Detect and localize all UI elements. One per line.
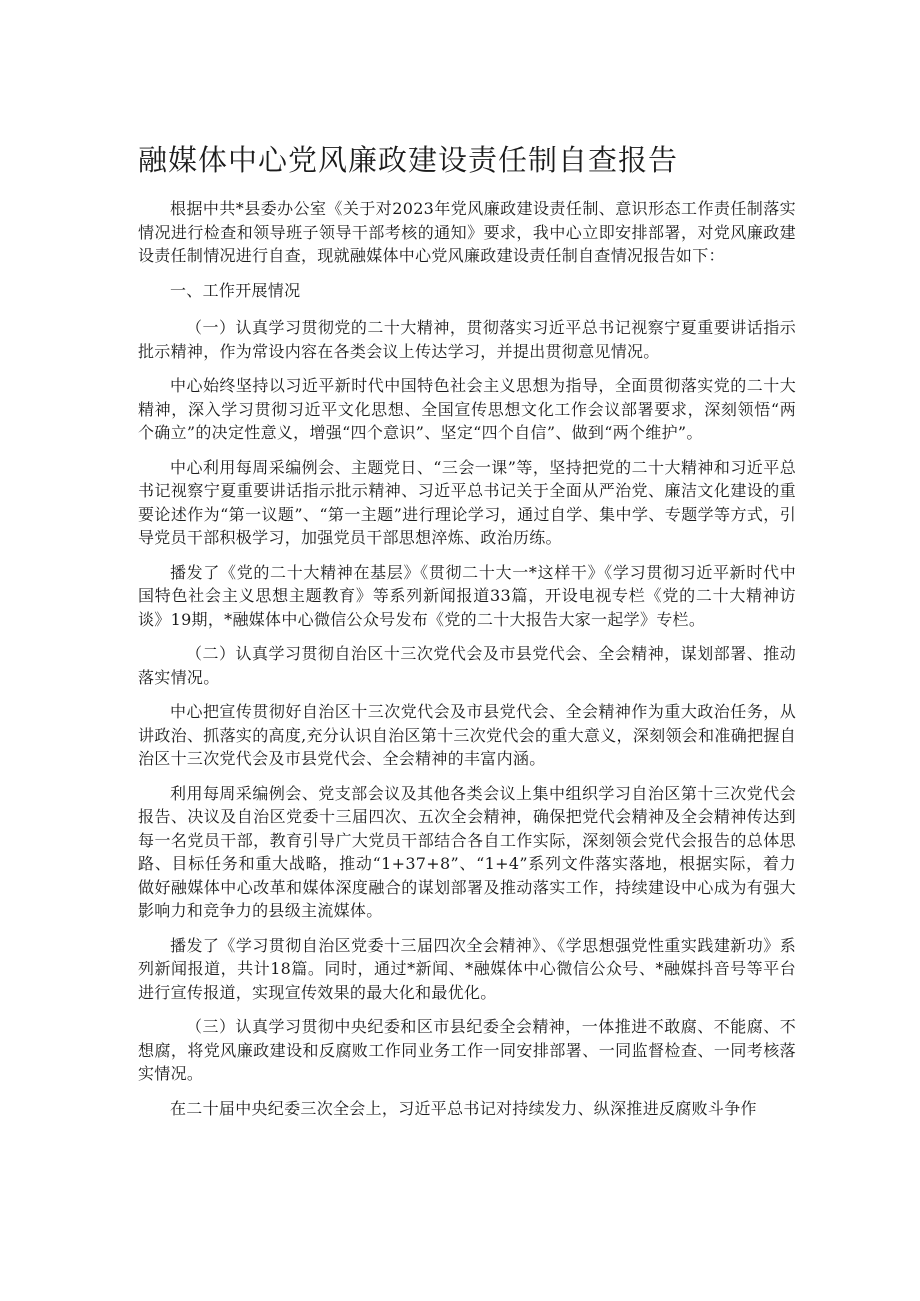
subsection-heading-1: （一）认真学习贯彻党的二十大精神，贯彻落实习近平总书记视察宁夏重要讲话指示批示精神，作为常设内容在各类会议上传达学习，并提出贯彻意见情况。 [138,318,796,361]
body-paragraph: 中心把宣传贯彻好自治区十三次党代会及市县党代会、全会精神作为重大政治任务，从讲政治、抓落实的高度,充分认识自治区第十三次党代会的重大意义，深刻领会和准确把握自治区十三次党代会及市县党代会、全会精神的丰富内涵。 [138,702,796,768]
body-paragraph: 播发了《学习贯彻自治区党委十三届四次全会精神》、《学思想强党性重实践建新功》系列新闻报道，共计18篇。同时，通过*新闻、*融媒体中心微信公众号、*融媒抖音号等平台进行宣传报道，实现宣传效果的最大化和最优化。 [138,935,796,1002]
subsection-heading-3: （三）认真学习贯彻中央纪委和区市县纪委全会精神，一体推进不敢腐、不能腐、不想腐，将党风廉政建设和反腐败工作同业务工作一同安排部署、一同监督检查、一同考核落实情况。 [138,1017,796,1083]
body-paragraph: 中心始终坚持以习近平新时代中国特色社会主义思想为指导，全面贯彻落实党的二十大精神，深入学习贯彻习近平文化思想、全国宣传思想文化工作会议部署要求，深刻领悟“两个确立”的决定性意义，增强“四个意识”、坚定“四个自信”、做到“两个维护”。 [138,376,796,442]
document-body [138,197,796,1131]
body-paragraph: 利用每周采编例会、党支部会议及其他各类会议上集中组织学习自治区第十三次党代会报告、决议及自治区党委十三届四次、五次全会精神，确保把党代会精神及全会精神传达到每一名党员干部，教育引导广大党员干部结合各自工作实际，深刻领会党代会报告的总体思路、目标任务和重大战略，推动“1+37+8”、“1+4”系列文件落实落地，根据实际，着力做好融媒体中心改革和媒体深度融合的谋划部署及推动落实工作，持续建设中心成为有强大影响力和竞争力的县级主流媒体。 [138,783,796,920]
body-paragraph: 中心利用每周采编例会、主题党日、“三会一课”等，坚持把党的二十大精神和习近平总书记视察宁夏重要讲话指示批示精神、习近平总书记关于全面从严治党、廉洁文化建设的重要论述作为“第一议题”、“第一主题”进行理论学习，通过自学、集中学、专题学等方式，引导党员干部积极学习，加强党员干部思想淬炼、政治历练。 [138,457,796,547]
section-heading-work-progress: 一、工作开展情况 [170,280,301,300]
document-title: 融媒体中心党风廉政建设责任制自查报告 [138,143,679,177]
body-paragraph: 播发了《党的二十大精神在基层》《贯彻二十大一*这样干》《学习贯彻习近平新时代中国特色社会主义思想主题教育》等系列新闻报道33篇，开设电视专栏《党的二十大精神访谈》19期，*融媒体中心微信公众号发布《党的二十大报告大家一起学》专栏。 [138,562,796,629]
body-paragraph: 在二十届中央纪委三次全会上，习近平总书记对持续发力、纵深推进反腐败斗争作 [170,1098,757,1118]
intro-paragraph: 根据中共*县委办公室《关于对2023年党风廉政建设责任制、意识形态工作责任制落实情况进行检查和领导班子领导干部考核的通知》要求，我中心立即安排部署，对党风廉政建设责任制情况进行自查，现就融媒体中心党风廉政建设责任制自查情况报告如下： [138,199,796,265]
subsection-heading-2: （二）认真学习贯彻自治区十三次党代会及市县党代会、全会精神，谋划部署、推动落实情况。 [138,644,796,687]
